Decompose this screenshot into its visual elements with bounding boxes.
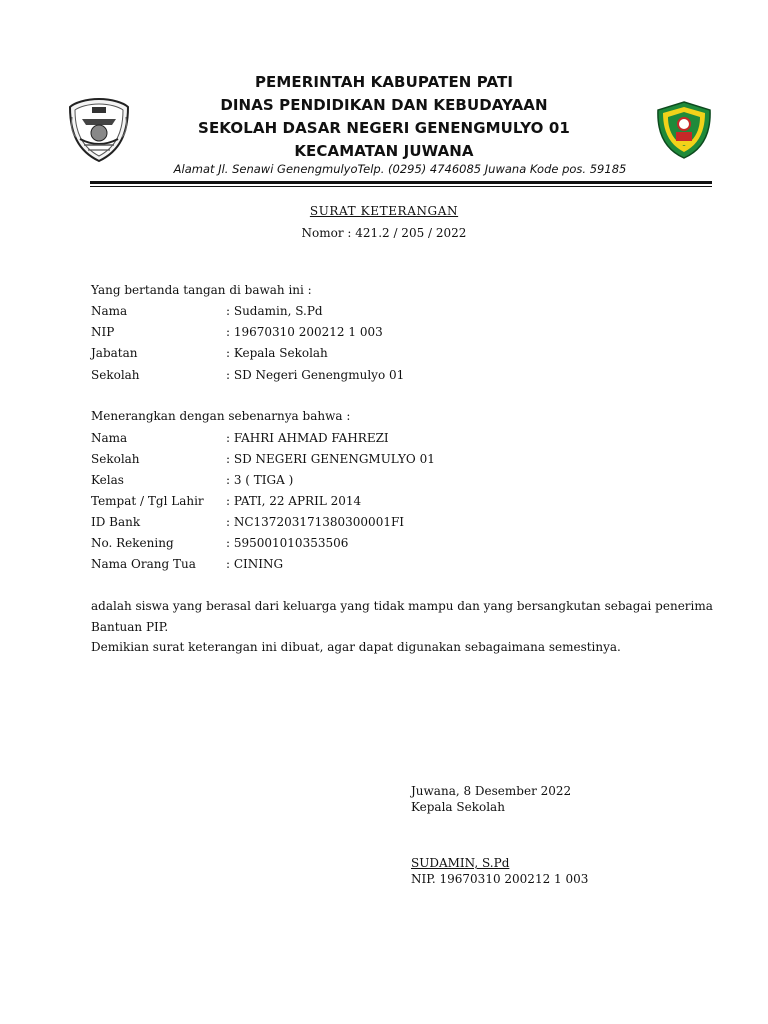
student-row (91, 431, 651, 451)
student-row (91, 452, 651, 472)
body-line-1: adalah siswa yang berasal dari keluarga yang tidak mampu dan yang bersangkutan sebagai penerima (91, 599, 713, 613)
letterhead-address: Alamat Jl. Senawi GenengmulyoTelp. (0295) 4746085 Juwana Kode pos. 59185 (173, 162, 627, 176)
field-value: : 19670310 200212 1 003 (226, 325, 383, 339)
student-row (91, 515, 651, 535)
student-row (91, 494, 651, 514)
letter-number: Nomor : 421.2 / 205 / 2022 (301, 226, 467, 240)
signatory-intro: Yang bertanda tangan di bawah ini : (91, 283, 312, 297)
field-value: : FAHRI AHMAD FAHREZI (226, 431, 389, 445)
letterhead-government: PEMERINTAH KABUPATEN PATI (254, 73, 514, 91)
field-label: Jabatan (91, 346, 138, 360)
letter-title: SURAT KETERANGAN (309, 204, 459, 218)
field-label: Nama (91, 431, 128, 445)
field-value: : SD Negeri Genengmulyo 01 (226, 368, 405, 382)
field-label: Nama Orang Tua (91, 557, 196, 571)
letterhead-divider-thick (90, 181, 712, 184)
field-label: NIP (91, 325, 115, 339)
letterhead-school: SEKOLAH DASAR NEGERI GENENGMULYO 01 (198, 119, 570, 137)
student-intro: Menerangkan dengan sebenarnya bahwa : (91, 409, 351, 423)
field-label: Sekolah (91, 452, 140, 466)
field-value: : PATI, 22 APRIL 2014 (226, 494, 362, 508)
field-value: : 3 ( TIGA ) (226, 473, 294, 487)
signature-position: Kepala Sekolah (411, 800, 505, 814)
field-value: : NC137203171380300001FI (226, 515, 405, 529)
field-label: No. Rekening (91, 536, 174, 550)
field-label: ID Bank (91, 515, 141, 529)
letterhead-district: KECAMATAN JUWANA (294, 142, 474, 160)
signatory-row (91, 304, 651, 324)
field-value: : 595001010353506 (226, 536, 349, 550)
body-line-3: Demikian surat keterangan ini dibuat, agar dapat digunakan sebagaimana semestinya. (91, 640, 621, 654)
signature-name: SUDAMIN, S.Pd (411, 856, 510, 870)
field-value: : Sudamin, S.Pd (226, 304, 323, 318)
letterhead-divider-thin (90, 186, 712, 187)
field-label: Kelas (91, 473, 124, 487)
field-value: : Kepala Sekolah (226, 346, 328, 360)
signatory-row (91, 346, 651, 366)
field-value: : SD NEGERI GENENGMULYO 01 (226, 452, 435, 466)
field-value: : CINING (226, 557, 284, 571)
signature-place-date: Juwana, 8 Desember 2022 (411, 784, 572, 798)
letterhead-department: DINAS PENDIDIKAN DAN KEBUDAYAAN (220, 96, 548, 114)
body-line-2: Bantuan PIP. (91, 620, 169, 634)
field-label: Sekolah (91, 368, 140, 382)
student-row (91, 536, 651, 556)
student-row (91, 473, 651, 493)
signatory-row (91, 325, 651, 345)
student-row (91, 557, 651, 577)
signatory-row (91, 368, 651, 388)
signature-nip: NIP. 19670310 200212 1 003 (411, 872, 589, 886)
field-label: Tempat / Tgl Lahir (91, 494, 204, 508)
field-label: Nama (91, 304, 128, 318)
